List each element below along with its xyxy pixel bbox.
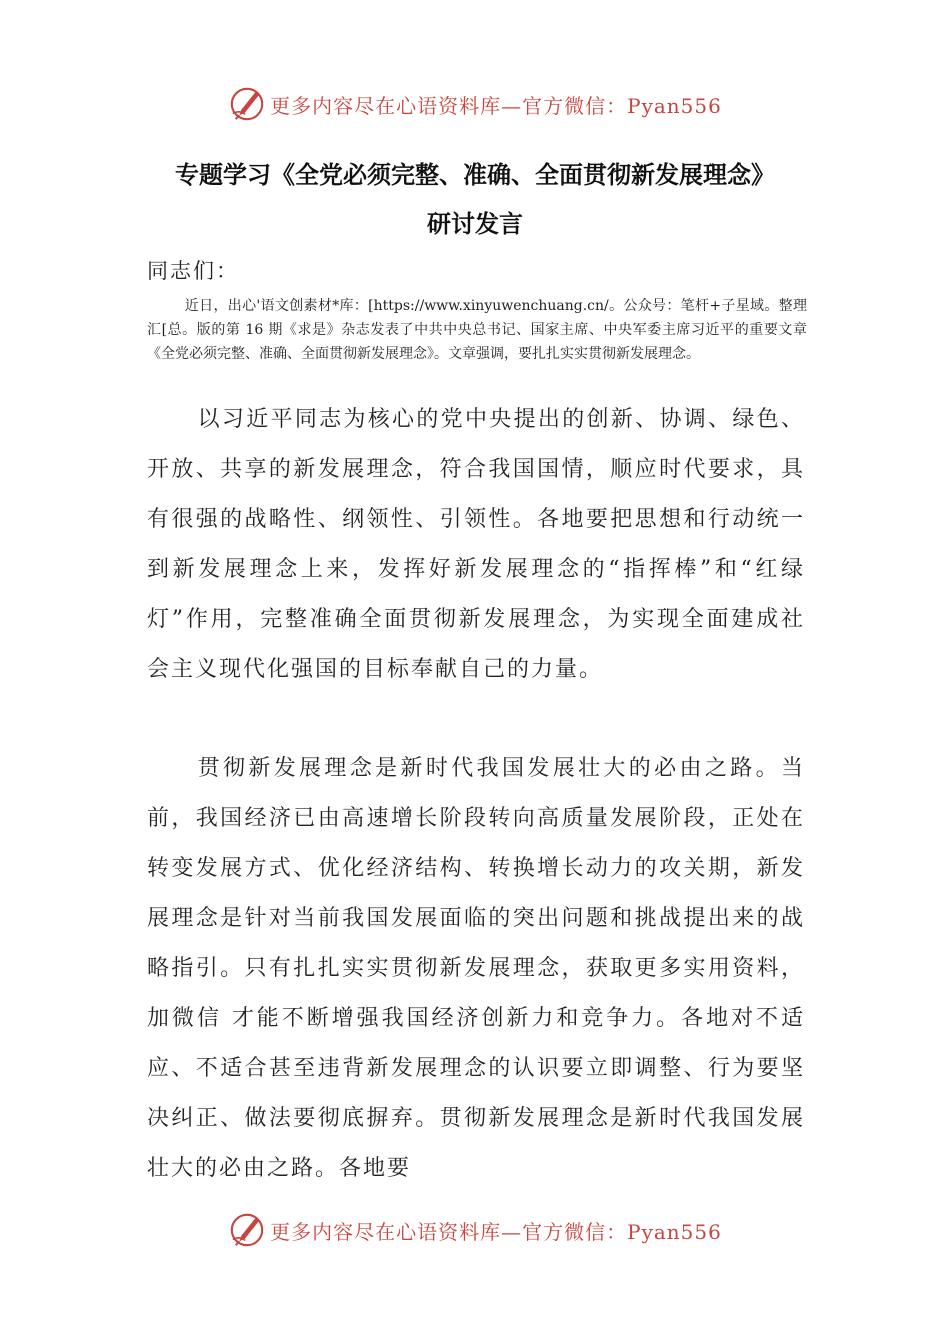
- body-paragraph: 以习近平同志为核心的党中央提出的创新、协调、绿色、开放、共享的新发展理念，符合我国国情，顺应时代要求，具有很强的战略性、纲领性、引领性。各地要把思想和行动统一到新发展理念上来，发挥好新发展理念的“指挥棒”和“红绿灯”作用，完整准确全面贯彻新发展理念，为实现全面建成社会主义现代化强国的目标奉献自己的力量。: [147, 407, 805, 682]
- document-title: 专题学习《全党必须完整、准确、全面贯彻新发展理念》: [175, 161, 775, 189]
- salutation: 同志们：: [147, 259, 239, 283]
- intro-paragraph: 近日，出心'语文创素材*库：[https://www.xinyuwenchuang.cn/。公众号：笔杆+子星域。整理汇[总。版的第 16 期《求是》杂志发表了中共中央总书记、国家主席、中央军委主席习近平的重要文章《全党必须完整、准确、全面贯彻新发展理念》。文章强调，要扎扎实实贯彻新发展理念。: [147, 298, 807, 362]
- banner-text: 更多内容尽在心语资料库—官方微信：Pyan556: [270, 1219, 722, 1244]
- quill-pen-icon: [228, 1211, 266, 1249]
- header-banner: [0, 82, 950, 126]
- document-subtitle: 研讨发言: [427, 210, 523, 238]
- body-paragraph: 贯彻新发展理念是新时代我国发展壮大的必由之路。当前，我国经济已由高速增长阶段转向高质量发展阶段，正处在转变发展方式、优化经济结构、转换增长动力的攻关期，新发展理念是针对当前我国发展面临的突出问题和挑战提出来的战略指引。只有扎扎实实贯彻新发展理念，获取更多实用资料，加微信 才能不断增强我国经济创新力和竞争力。各地对不适应、不适合甚至违背新发展理念的认识要立即调整、行为要坚决纠正、做法要彻底摒弃。贯彻新发展理念是新时代我国发展壮大的必由之路。各地要: [147, 756, 805, 1181]
- quill-pen-icon: [228, 85, 266, 123]
- footer-banner: [0, 1208, 950, 1252]
- banner-text: 更多内容尽在心语资料库—官方微信：Pyan556: [270, 93, 722, 118]
